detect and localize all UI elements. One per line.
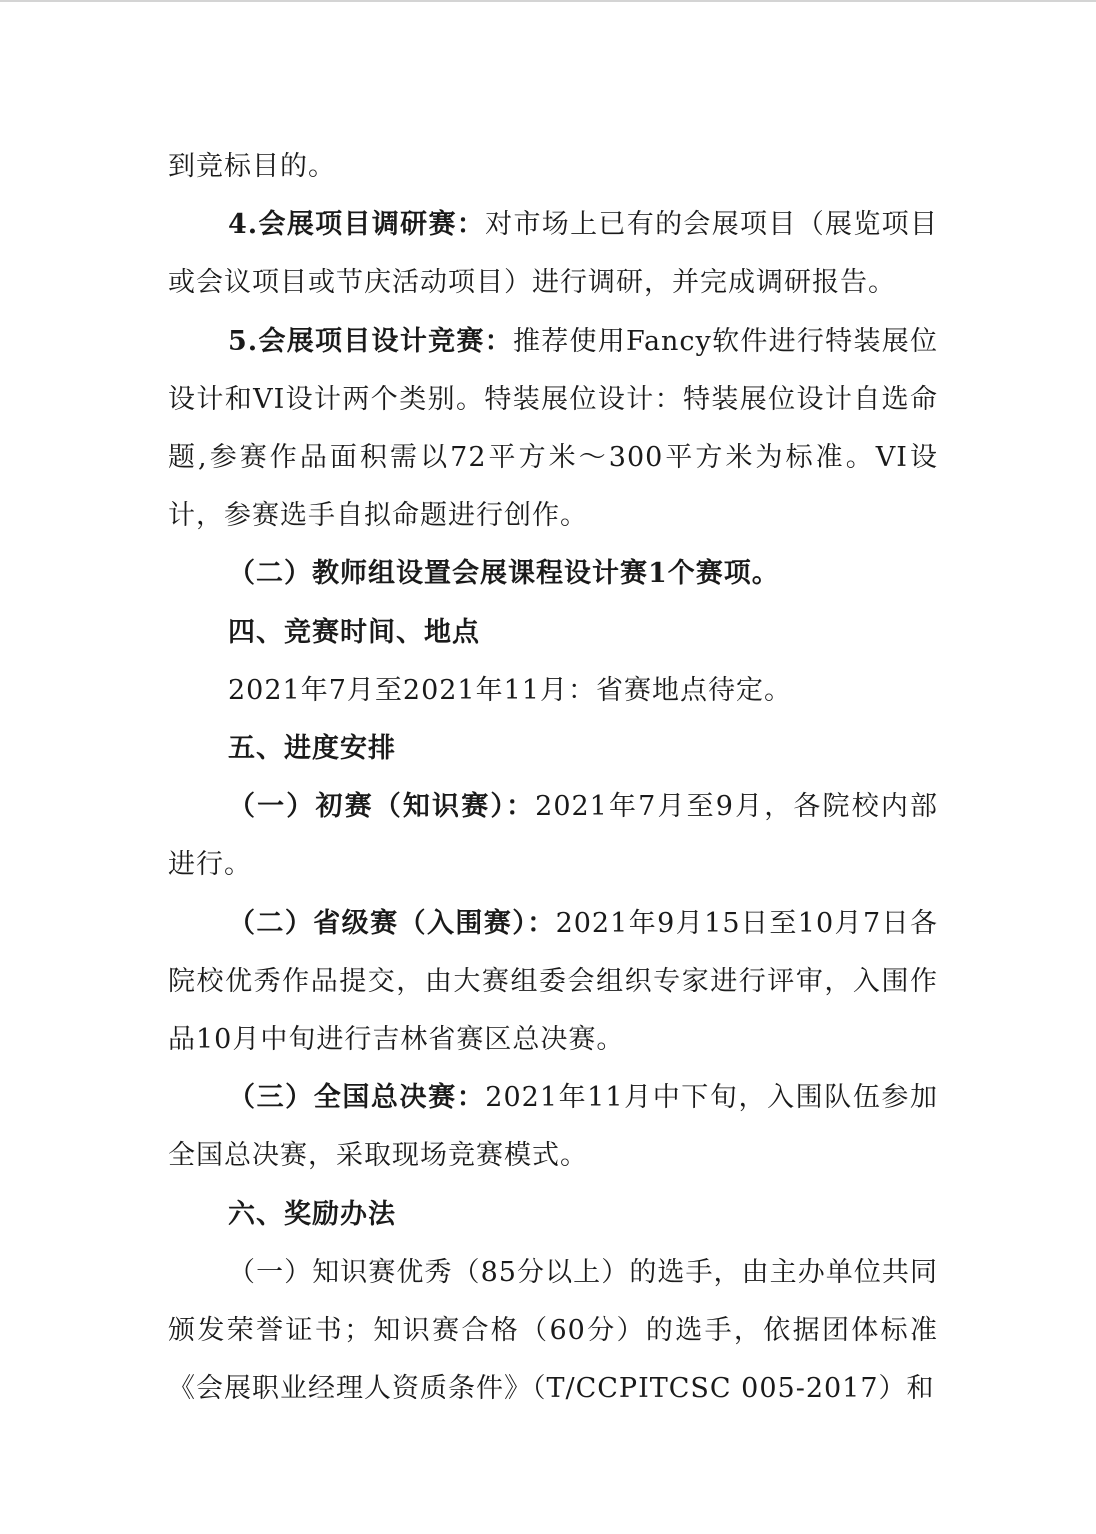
paragraph-heading: 4.会展项目调研赛： xyxy=(228,209,486,241)
paragraph-text: 2021年11月中下旬，入围队伍参加全国总决赛，采取现场竞赛模式。 xyxy=(168,1082,939,1172)
paragraph-heading: （三）全国总决赛： xyxy=(228,1082,486,1114)
page-top-border xyxy=(0,0,1096,2)
section-heading-schedule xyxy=(168,720,938,778)
paragraph-research-contest xyxy=(168,196,938,312)
paragraph-heading: （二）教师组设置会展课程设计赛1个赛项。 xyxy=(228,558,780,590)
paragraph-provincial xyxy=(168,895,938,1070)
paragraph-continuation xyxy=(168,138,938,196)
paragraph-text: 对市场上已有的会展项目（展览项目或会议项目或节庆活动项目）进行调研，并完成调研报告。 xyxy=(168,209,939,299)
paragraph-heading: （二）省级赛（入围赛）： xyxy=(228,907,556,939)
section-heading: 六、奖励办法 xyxy=(228,1198,396,1230)
paragraph-text: 推荐使用Fancy软件进行特装展位设计和VI设计两个类别。特装展位设计：特装展位设计自选命题,参赛作品面积需以72平方米～300平方米为标准。VI设计，参赛选手自拟命题进行创作。 xyxy=(168,325,938,532)
paragraph-heading: （一）初赛（知识赛）： xyxy=(228,791,536,823)
paragraph-preliminary xyxy=(168,778,938,894)
paragraph-text: 2021年7月至9月，各院校内部进行。 xyxy=(168,791,938,881)
section-heading-time-place xyxy=(168,604,938,662)
paragraph-time-place xyxy=(168,662,938,720)
section-heading: 五、进度安排 xyxy=(228,733,396,765)
paragraph-national-final xyxy=(168,1069,938,1185)
paragraph-text: 2021年7月至2021年11月：省赛地点待定。 xyxy=(228,674,792,706)
paragraph-design-contest xyxy=(168,313,938,546)
paragraph-heading: 5.会展项目设计竞赛： xyxy=(228,325,513,357)
paragraph-text: 到竞标目的。 xyxy=(168,151,336,182)
paragraph-teacher-group xyxy=(168,545,938,603)
section-heading: 四、竞赛时间、地点 xyxy=(228,616,480,648)
paragraph-awards-knowledge xyxy=(168,1244,938,1419)
section-heading-awards xyxy=(168,1186,938,1244)
document-page xyxy=(168,138,938,1418)
paragraph-text: （一）知识赛优秀（85分以上）的选手，由主办单位共同颁发荣誉证书；知识赛合格（60分）的选手，依据团体标准《会展职业经理人资质条件》（T/CCPITCSC 005-2017）和 xyxy=(168,1256,938,1405)
paragraph-text: 2021年9月15日至10月7日各院校优秀作品提交，由大赛组委会组织专家进行评审，入围作品10月中旬进行吉林省赛区总决赛。 xyxy=(168,907,938,1056)
